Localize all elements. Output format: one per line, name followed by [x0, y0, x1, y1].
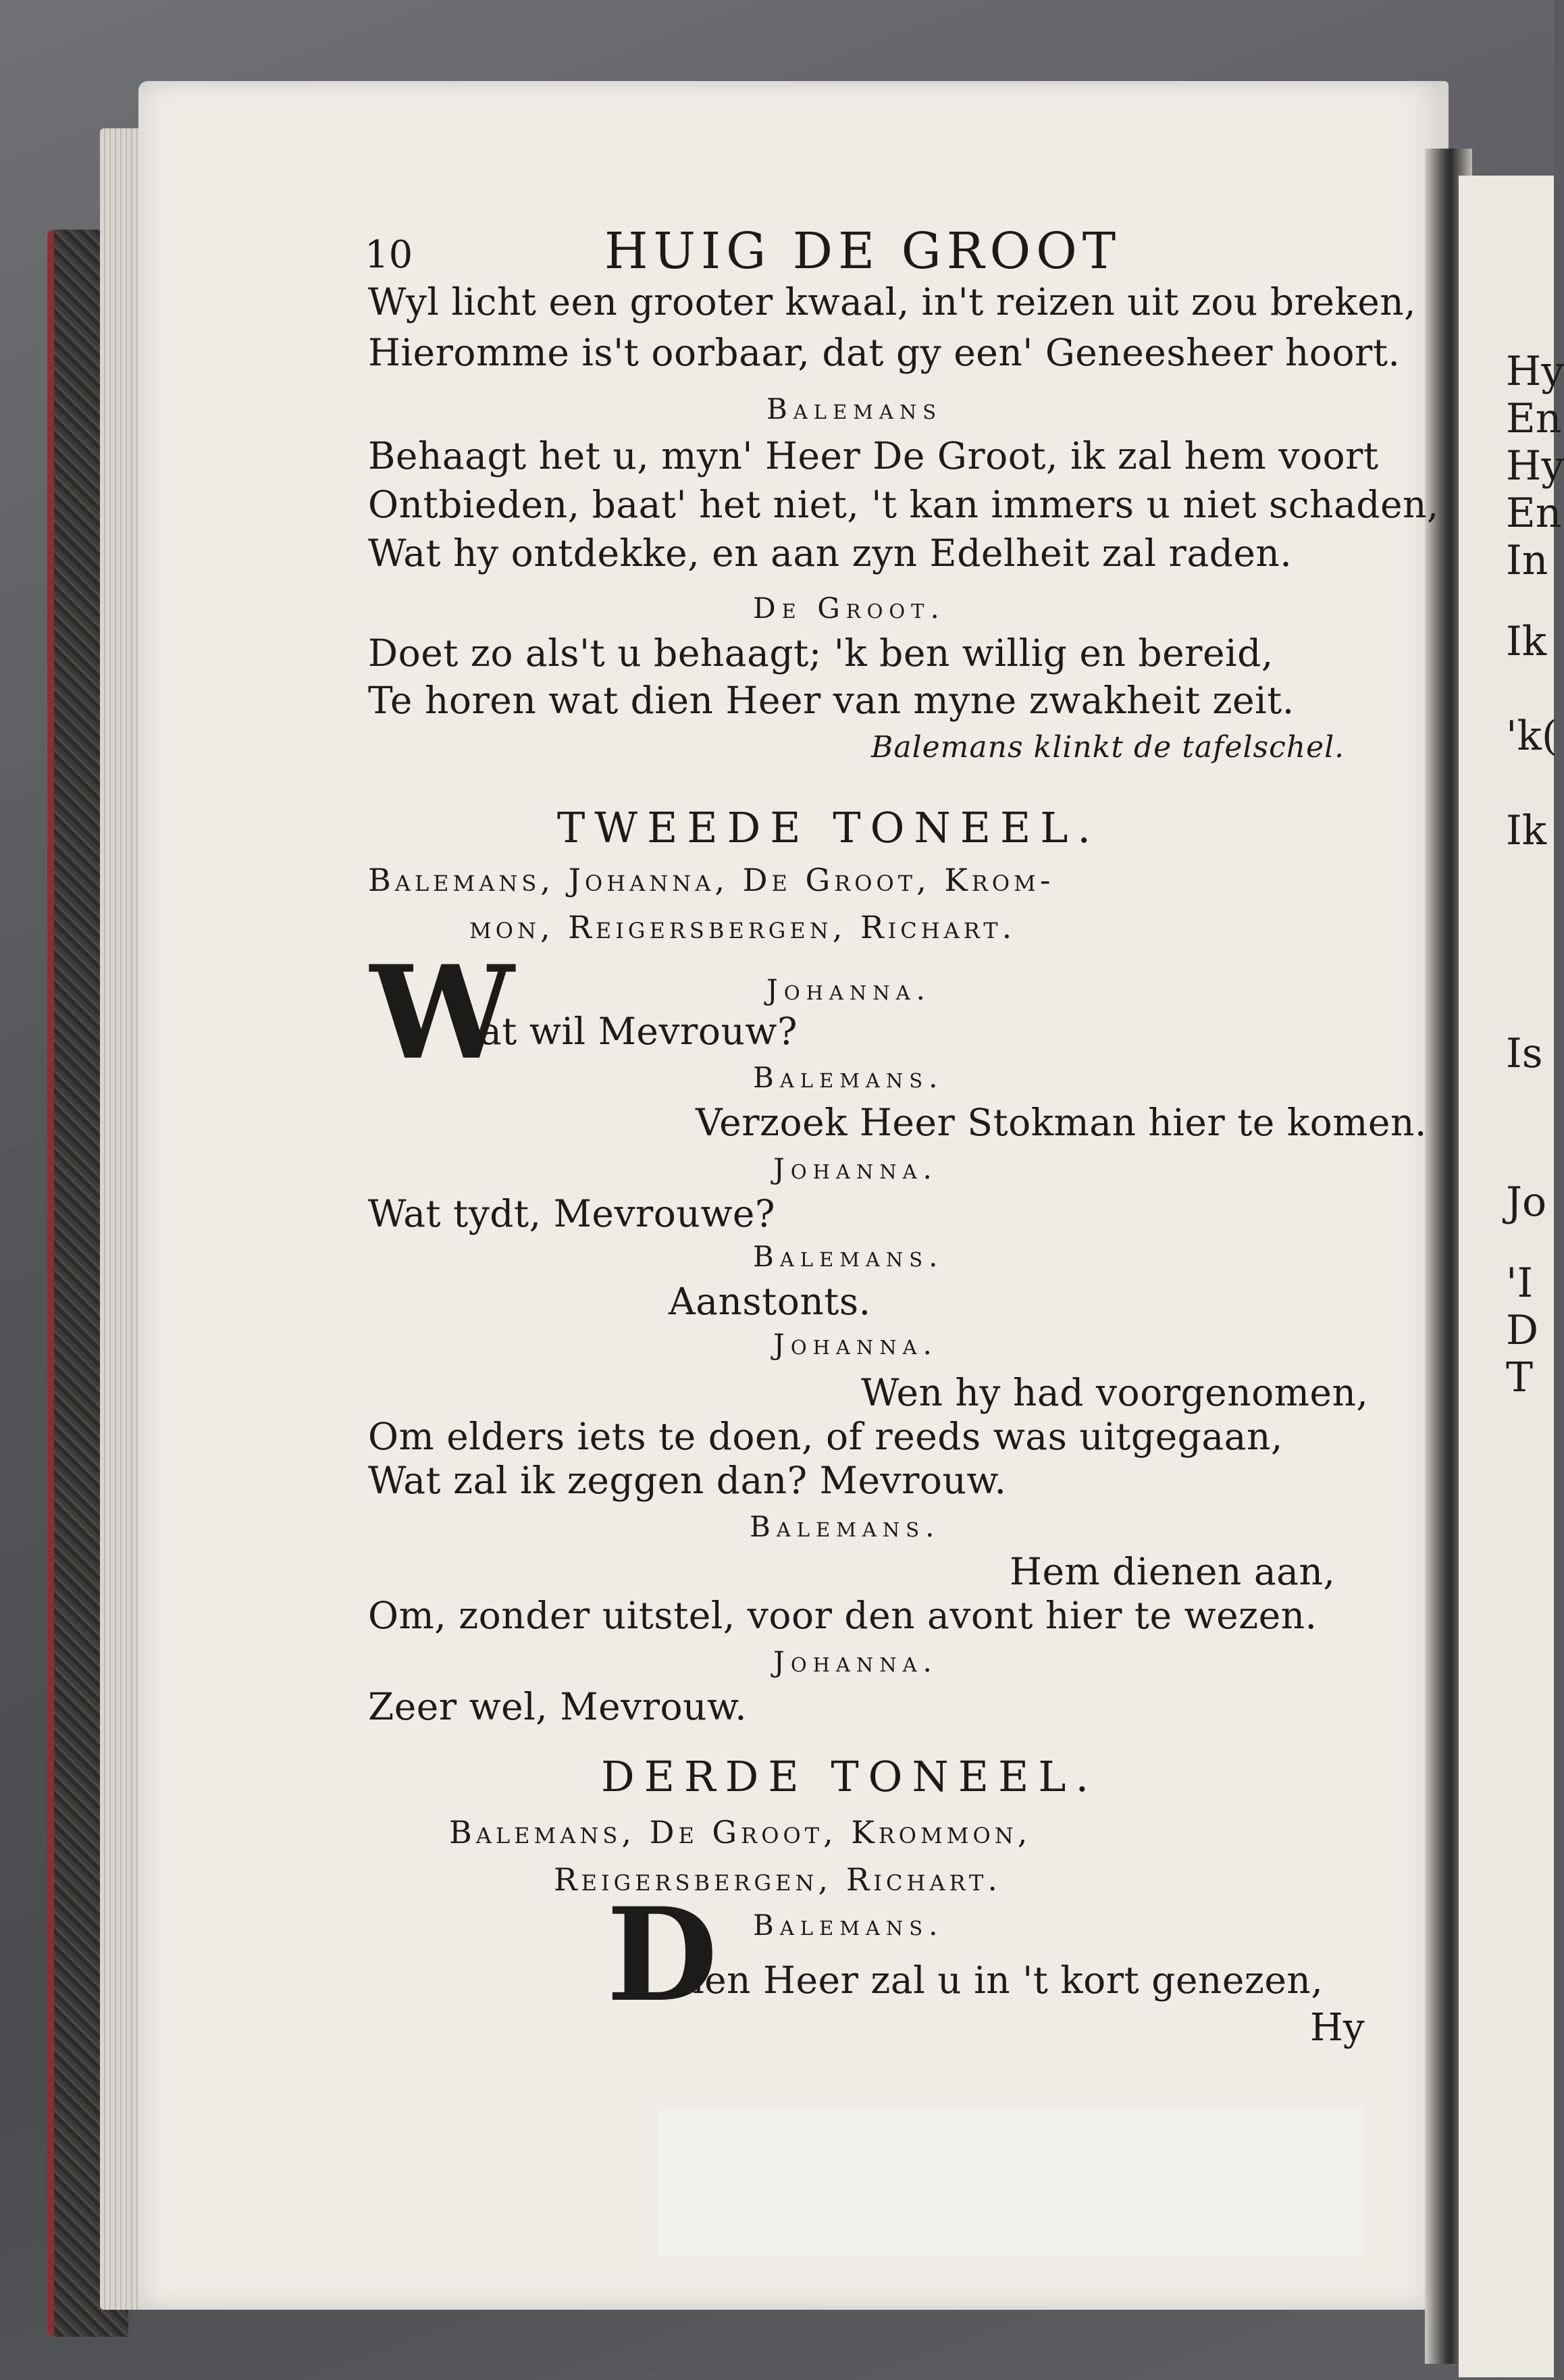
drop-capital: W — [370, 937, 515, 1088]
verse-line: Aanstonts. — [669, 1280, 871, 1323]
speaker-name: De Groot. — [753, 592, 945, 625]
verse-line: Wyl licht een grooter kwaal, in't reizen uit zou breken, — [368, 280, 1417, 324]
catchword: Hy — [1310, 2006, 1365, 2050]
facing-fragment: 'k( — [1506, 713, 1558, 760]
verse-line: Zeer wel, Mevrouw. — [368, 1685, 748, 1728]
facing-page — [1459, 176, 1564, 2377]
redaction-block — [658, 2109, 1364, 2257]
scene-title: TWEEDE TONEEL. — [557, 803, 1101, 852]
facing-fragment: Is — [1506, 1030, 1543, 1077]
speaker-name: Balemans. — [753, 1061, 944, 1094]
speaker-name: Johanna. — [773, 1328, 938, 1361]
facing-fragment: Hy — [1506, 442, 1564, 490]
scene-title: DERDE TONEEL. — [601, 1752, 1099, 1801]
facing-fragment: T — [1506, 1354, 1534, 1401]
running-head-title: HUIG DE GROOT — [604, 222, 1122, 280]
verse-line: Behaagt het u, myn' Heer De Groot, ik zal hem voort — [368, 434, 1379, 477]
verse-line: Wat tydt, Mevrouwe? — [368, 1192, 775, 1235]
verse-line: ien Heer zal u in 't kort genezen, — [692, 1959, 1324, 2002]
speaker-name: Johanna. — [773, 1152, 938, 1185]
facing-fragment: Hy — [1506, 348, 1564, 395]
verse-line: Om, zonder uitstel, voor den avont hier te wezen. — [368, 1594, 1318, 1637]
verse-line: Hieromme is't oorbaar, dat gy een' Geneesheer hoort. — [368, 331, 1401, 374]
speaker-name: Johanna. — [766, 973, 931, 1006]
verse-line: Wat hy ontdekke, en aan zyn Edelheit zal raden. — [368, 532, 1293, 575]
facing-fragment: In — [1506, 537, 1548, 584]
verse-line: Om elders iets te doen, of reeds was uitgegaan, — [368, 1415, 1283, 1458]
speaker-name: Balemans. — [750, 1510, 941, 1543]
speaker-name: Johanna. — [773, 1645, 938, 1678]
facing-fragment: D — [1506, 1307, 1539, 1354]
verse-line: Verzoek Heer Stokman hier te komen. — [696, 1101, 1427, 1144]
drop-capital: D — [606, 1880, 718, 2030]
facing-fragment: Jo — [1506, 1179, 1547, 1226]
facing-fragment: En — [1506, 395, 1562, 442]
facing-fragment: 'I — [1506, 1260, 1534, 1307]
cast-list: Balemans, Johanna, De Groot, Krom- — [368, 862, 1055, 898]
facing-fragment: En — [1506, 490, 1562, 537]
facing-fragment: Ik — [1506, 807, 1547, 854]
cast-list: Balemans, De Groot, Krommon, — [449, 1814, 1032, 1851]
cast-list: Reigersbergen, Richart. — [554, 1861, 1001, 1898]
cast-list: mon, Reigersbergen, Richart. — [469, 909, 1016, 946]
speaker-name: Balemans — [766, 392, 943, 425]
speaker-name: Balemans. — [753, 1909, 944, 1942]
verse-line: at wil Mevrouw? — [479, 1010, 798, 1053]
stage-direction: Balemans klinkt de tafelschel. — [871, 730, 1345, 765]
verse-line: Wat zal ik zeggen dan? Mevrouw. — [368, 1459, 1007, 1502]
page-number: 10 — [365, 233, 413, 277]
verse-line: Ontbieden, baat' het niet, 't kan immers u niet schaden, — [368, 483, 1439, 526]
verse-line: Hem dienen aan, — [1010, 1550, 1336, 1593]
verse-line: Te horen wat dien Heer van myne zwakheit zeit. — [368, 679, 1295, 722]
verse-line: Doet zo als't u behaagt; 'k ben willig en bereid, — [368, 631, 1274, 675]
speaker-name: Balemans. — [753, 1240, 944, 1273]
facing-fragment: Ik — [1506, 618, 1547, 665]
verse-line: Wen hy had voorgenomen, — [861, 1371, 1369, 1414]
